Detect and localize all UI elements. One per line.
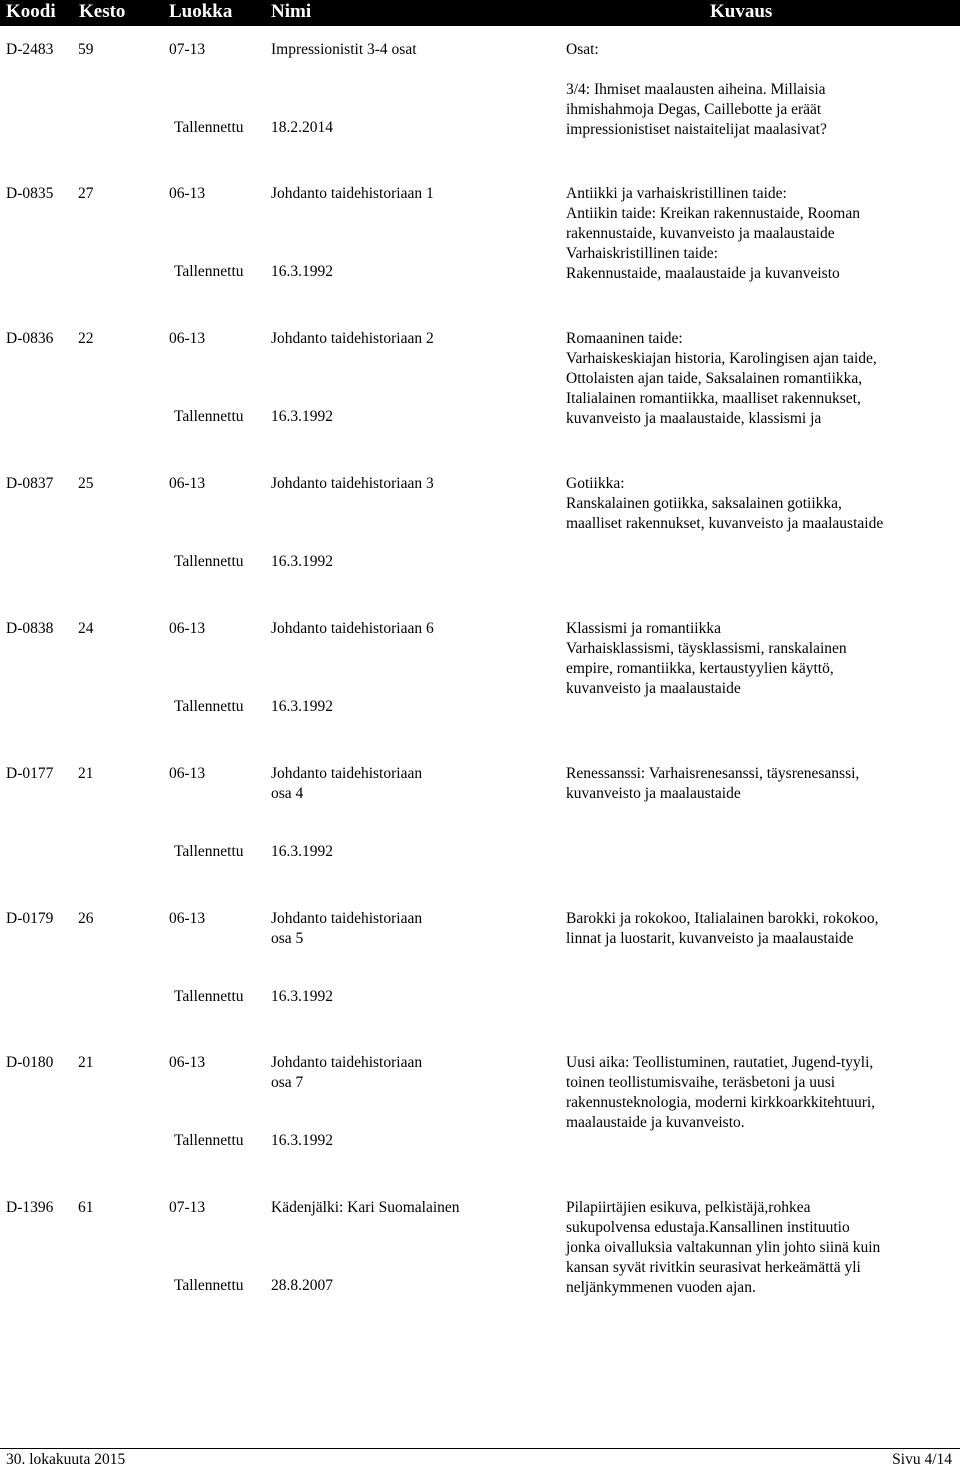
- description-line: maalliset rakennukset, kuvanveisto ja maalaustaide: [566, 515, 884, 532]
- record-saved-label: Tallennettu: [174, 119, 244, 136]
- record-class: 06-13: [169, 620, 206, 637]
- record-saved-label: Tallennettu: [174, 263, 244, 280]
- description-line: impressionistiset naistaitelijat maalasivat?: [566, 121, 827, 138]
- record-code: D-0838: [6, 620, 54, 637]
- record-description: [566, 80, 827, 140]
- record-code: D-0179: [6, 910, 54, 927]
- record-description: [566, 329, 877, 429]
- record-duration: 21: [78, 765, 94, 782]
- record-class: 06-13: [169, 1054, 206, 1071]
- record-duration: 59: [78, 41, 94, 58]
- record-saved-date: 16.3.1992: [271, 408, 333, 425]
- record-duration: 24: [78, 620, 94, 637]
- header-kuvaus: Kuvaus: [710, 1, 773, 22]
- record-saved-date: 16.3.1992: [271, 988, 333, 1005]
- record-saved-date: 16.3.1992: [271, 1132, 333, 1149]
- description-line: rakennustaide, kuvanveisto ja maalaustaide: [566, 225, 835, 242]
- record-name: Johdanto taidehistoriaan: [271, 910, 423, 927]
- record-code: D-0836: [6, 330, 54, 347]
- description-line: Romaaninen taide:: [566, 330, 683, 347]
- page-footer: [0, 1448, 960, 1468]
- record-saved-date: 16.3.1992: [271, 263, 333, 280]
- record-saved-date: 16.3.1992: [271, 698, 333, 715]
- description-line: maalaustaide ja kuvanveisto.: [566, 1114, 745, 1131]
- record-saved-label: Tallennettu: [174, 843, 244, 860]
- header-koodi: Koodi: [6, 1, 56, 22]
- record-class: 07-13: [169, 41, 206, 58]
- record-saved-label: Tallennettu: [174, 408, 244, 425]
- record-code: D-0837: [6, 475, 54, 492]
- description-line: Klassismi ja romantiikka: [566, 620, 721, 637]
- record-description: [566, 764, 859, 804]
- record-description: [566, 1198, 880, 1298]
- record-description: [566, 909, 879, 949]
- record-name: Impressionistit 3-4 osat: [271, 41, 417, 58]
- record-name-line2: osa 7: [271, 1074, 304, 1091]
- description-line: Gotiikka:: [566, 475, 625, 492]
- record-saved-label: Tallennettu: [174, 1277, 244, 1294]
- description-line: Varhaiskristillinen taide:: [566, 245, 718, 262]
- header-luokka: Luokka: [169, 1, 233, 22]
- description-line: Antiikin taide: Kreikan rakennustaide, Rooman: [566, 205, 860, 222]
- description-line: rakennusteknologia, moderni kirkkoarkkitehtuuri,: [566, 1094, 876, 1111]
- description-line: kuvanveisto ja maalaustaide: [566, 680, 741, 697]
- record-duration: 61: [78, 1199, 94, 1216]
- description-line: kuvanveisto ja maalaustaide, klassismi ja: [566, 410, 822, 427]
- record-saved-date: 16.3.1992: [271, 843, 333, 860]
- record-code: D-0177: [6, 765, 54, 782]
- record-name: Johdanto taidehistoriaan: [271, 765, 423, 782]
- record-class: 06-13: [169, 330, 206, 347]
- record-class: 06-13: [169, 765, 206, 782]
- record-duration: 21: [78, 1054, 94, 1071]
- description-line: Pilapiirtäjien esikuva, pelkistäjä,rohkea: [566, 1199, 811, 1216]
- record-saved-label: Tallennettu: [174, 553, 244, 570]
- description-line: kuvanveisto ja maalaustaide: [566, 785, 741, 802]
- description-line: neljänkymmenen vuoden ajan.: [566, 1279, 756, 1296]
- description-line: Rakennustaide, maalaustaide ja kuvanveisto: [566, 265, 840, 282]
- record-code: D-0835: [6, 185, 54, 202]
- record-class: 07-13: [169, 1199, 206, 1216]
- description-line: Varhaiskeskiajan historia, Karolingisen ajan taide,: [566, 350, 877, 367]
- record-name: Johdanto taidehistoriaan 6: [271, 620, 434, 637]
- record-name: Johdanto taidehistoriaan: [271, 1054, 423, 1071]
- description-line: empire, romantiikka, kertaustyylien käyttö,: [566, 660, 834, 677]
- record-saved-label: Tallennettu: [174, 1132, 244, 1149]
- record-class: 06-13: [169, 185, 206, 202]
- description-line: linnat ja luostarit, kuvanveisto ja maalaustaide: [566, 930, 854, 947]
- record-code: D-2483: [6, 41, 54, 58]
- description-line: sukupolvensa edustaja.Kansallinen instituutio: [566, 1219, 850, 1236]
- record-duration: 25: [78, 475, 94, 492]
- header-kesto: Kesto: [79, 1, 126, 22]
- description-line: Uusi aika: Teollistuminen, rautatiet, Jugend-tyyli,: [566, 1054, 874, 1071]
- record-saved-label: Tallennettu: [174, 698, 244, 715]
- description-line: Italialainen romantiikka, maalliset rakennukset,: [566, 390, 861, 407]
- record-saved-date: 28.8.2007: [271, 1277, 333, 1294]
- record-name: Johdanto taidehistoriaan 2: [271, 330, 434, 347]
- description-line: Barokki ja rokokoo, Italialainen barokki, rokokoo,: [566, 910, 879, 927]
- record-name-line2: osa 5: [271, 930, 304, 947]
- description-line: Ottolaisten ajan taide, Saksalainen romantiikka,: [566, 370, 863, 387]
- record-saved-date: 16.3.1992: [271, 553, 333, 570]
- record-class: 06-13: [169, 475, 206, 492]
- record-description: [566, 474, 883, 534]
- description-line: Antiikki ja varhaiskristillinen taide:: [566, 185, 787, 202]
- description-line: Varhaisklassismi, täysklassismi, ranskalainen: [566, 640, 847, 657]
- record-class: 06-13: [169, 910, 206, 927]
- record-code: D-1396: [6, 1199, 54, 1216]
- record-description: [566, 619, 847, 699]
- record-name: Johdanto taidehistoriaan 3: [271, 475, 434, 492]
- description-line: ihmishahmoja Degas, Caillebotte ja eräät: [566, 101, 822, 118]
- record-code: D-0180: [6, 1054, 54, 1071]
- record-saved-date: 18.2.2014: [271, 119, 333, 136]
- record-name-line2: osa 4: [271, 785, 304, 802]
- description-line: 3/4: Ihmiset maalausten aiheina. Millaisia: [566, 81, 826, 98]
- header-nimi: Nimi: [271, 1, 312, 22]
- record-name: Johdanto taidehistoriaan 1: [271, 185, 434, 202]
- footer-date: 30. lokakuuta 2015: [6, 1451, 126, 1468]
- footer-page-number: Sivu 4/14: [892, 1451, 952, 1468]
- description-line: jonka oivalluksia valtakunnan ylin johto siinä kuin: [566, 1239, 881, 1256]
- record-duration: 27: [78, 185, 94, 202]
- record-saved-label: Tallennettu: [174, 988, 244, 1005]
- record-duration: 26: [78, 910, 94, 927]
- table-header: [0, 0, 960, 26]
- record-parts-label: Osat:: [566, 41, 599, 58]
- description-line: Ranskalainen gotiikka, saksalainen gotiikka,: [566, 495, 842, 512]
- record-name: Kädenjälki: Kari Suomalainen: [271, 1199, 460, 1216]
- description-line: toinen teollistumisvaihe, teräsbetoni ja uusi: [566, 1074, 836, 1091]
- record-description: [566, 1053, 875, 1133]
- record-description: [566, 184, 860, 284]
- description-line: Renessanssi: Varhaisrenesanssi, täysrenesanssi,: [566, 765, 860, 782]
- record-duration: 22: [78, 330, 94, 347]
- description-line: kansan syvät rivitkin seurasivat herkeämättä yli: [566, 1259, 861, 1276]
